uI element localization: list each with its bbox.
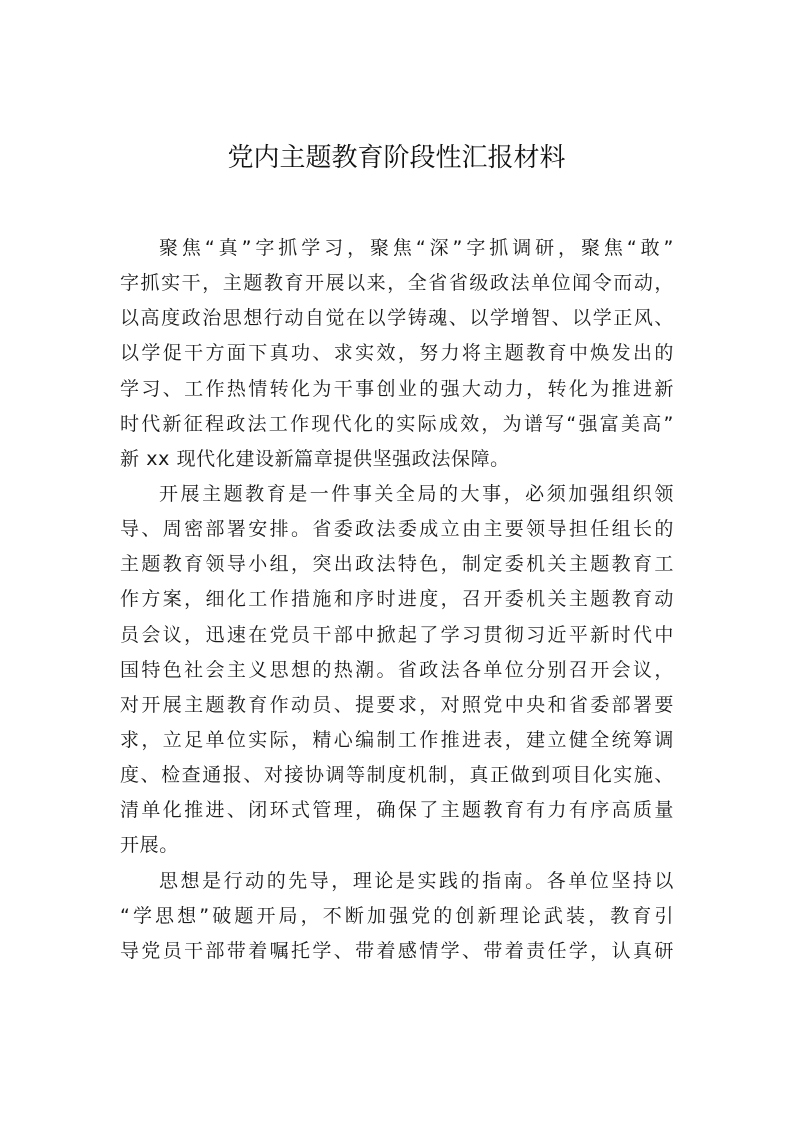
text-line: 以高度政治思想行动自觉在以学铸魂、以学增智、以学正风、 xyxy=(120,307,674,330)
text-line: 导、周密部署安排。省委政法委成立由主要领导担任组长的 xyxy=(120,518,674,541)
text-line: “学思想”破题开局，不断加强党的创新理论武装，教育引 xyxy=(120,904,674,927)
text-line: 国特色社会主义思想的热潮。省政法各单位分别召开会议， xyxy=(120,658,674,681)
document-body xyxy=(120,231,674,969)
text-line: 学习、工作热情转化为干事创业的强大动力，转化为推进新 xyxy=(120,377,674,400)
text-line: 员会议，迅速在党员干部中掀起了学习贯彻习近平新时代中 xyxy=(120,623,674,646)
text-line: 聚焦“真”字抓学习，聚焦“深”字抓调研，聚焦“敢” xyxy=(159,237,674,259)
paragraph-1 xyxy=(120,231,674,477)
text-line: 求，立足单位实际，精心编制工作推进表，建立健全统筹调 xyxy=(120,728,674,751)
text-line: 开展。 xyxy=(120,834,179,857)
text-line: 主题教育领导小组，突出政法特色，制定委机关主题教育工 xyxy=(120,553,674,576)
text-line: 新 xx 现代化建设新篇章提供坚强政法保障。 xyxy=(120,447,510,470)
text-line: 度、检查通报、对接协调等制度机制，真正做到项目化实施、 xyxy=(120,764,674,787)
text-line: 时代新征程政法工作现代化的实际成效，为谱写“强富美高” xyxy=(120,412,674,435)
text-line: 思想是行动的先导，理论是实践的指南。各单位坚持以 xyxy=(159,869,674,892)
text-line: 导党员干部带着嘱托学、带着感情学、带着责任学，认真研 xyxy=(120,939,674,962)
text-line: 清单化推进、闭环式管理，确保了主题教育有力有序高质量 xyxy=(120,799,674,822)
text-line: 开展主题教育是一件事关全局的大事，必须加强组织领 xyxy=(159,482,674,505)
text-line: 对开展主题教育作动员、提要求，对照党中央和省委部署要 xyxy=(120,693,674,716)
document-title: 党内主题教育阶段性汇报材料 xyxy=(227,143,566,173)
paragraph-3 xyxy=(120,864,674,969)
paragraph-2 xyxy=(120,477,674,864)
text-line: 字抓实干，主题教育开展以来，全省省级政法单位闻令而动， xyxy=(120,272,674,295)
text-line: 作方案，细化工作措施和序时进度，召开委机关主题教育动 xyxy=(120,588,674,611)
text-line: 以学促干方面下真功、求实效，努力将主题教育中焕发出的 xyxy=(120,342,674,365)
